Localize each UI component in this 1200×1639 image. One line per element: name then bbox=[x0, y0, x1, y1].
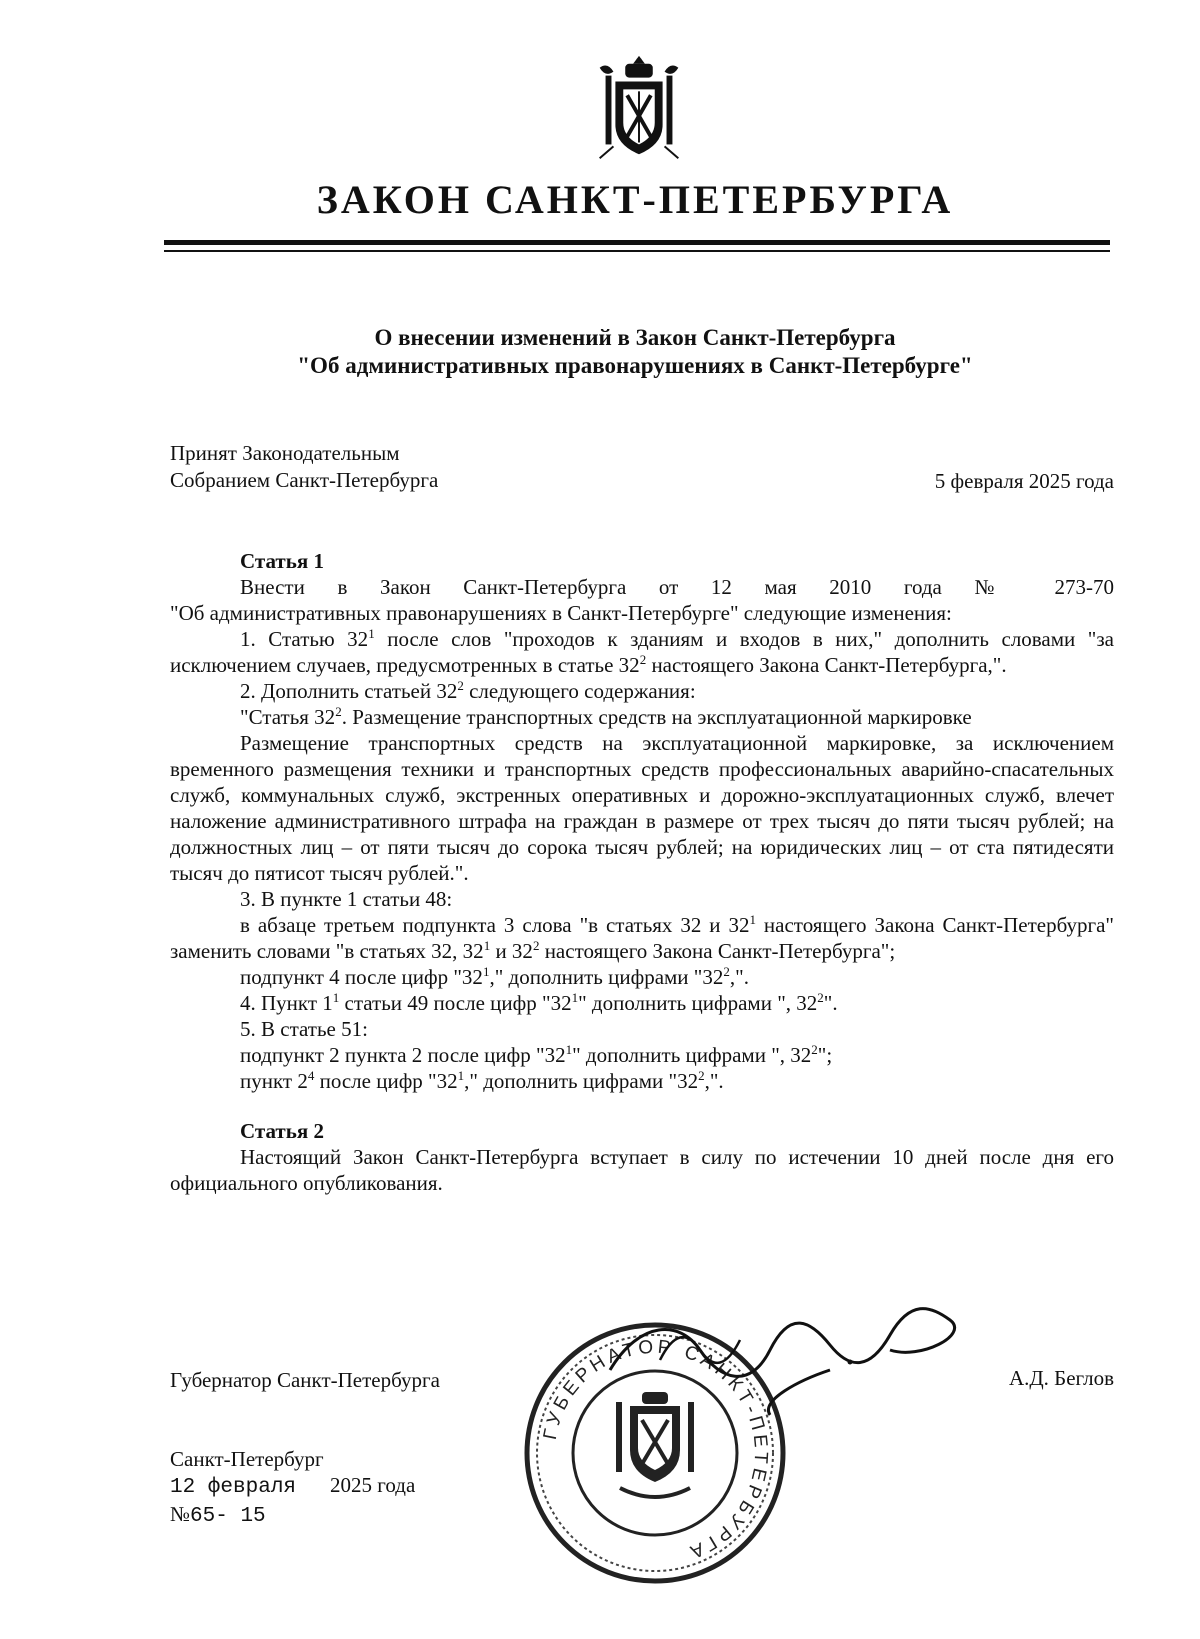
article-1-item-5-a: подпункт 2 пункта 2 после цифр "$32^1$" дополнить цифрами ", $32^2$"; bbox=[240, 1042, 833, 1067]
signing-city: Санкт-Петербург bbox=[170, 1447, 324, 1471]
title-rule-thick bbox=[164, 240, 1110, 245]
seal-text: ГУБЕРНАТОР САНКТ-ПЕТЕРБУРГА bbox=[539, 1336, 772, 1564]
article-1-item-3-b: подпункт 4 после цифр "$32^1$," дополнить цифрами "$32^2$,". bbox=[240, 964, 749, 989]
adopted-by bbox=[170, 440, 438, 495]
signing-date: 12 февраля 2025 года bbox=[170, 1473, 416, 1499]
subject-line-2: "Об административных правонарушениях в Санкт-Петербурге" bbox=[297, 352, 973, 378]
article-spacer bbox=[170, 1094, 1114, 1118]
article-2-text: Настоящий Закон Санкт-Петербурга вступает в силу по истечении 10 дней после дня его официального опубликования. bbox=[170, 1145, 1114, 1195]
article-1-item-2-text: Размещение транспортных средств на эксплуатационной маркировке, за исключением временного размещения техники и транспортных средств профессиональных аварийно-спасательных служб, коммунальных служб, экстренных оперативных и дорожно-эксплуатационных служб, влечет наложение административного штрафа на граждан в размере от трех тысяч до пяти тысяч рублей; на должностных лиц – от пяти тысяч до сорока тысяч рублей; на юридических лиц – от ста пятидесяти тысяч до пятисот тысяч рублей.". bbox=[170, 731, 1114, 885]
article-1-item-4: 4. Пункт $1^1$ статьи 49 после цифр "$32^1$" дополнить цифрами ", $32^2$". bbox=[240, 990, 838, 1015]
title-rule-thin bbox=[164, 250, 1110, 252]
governor-signature bbox=[600, 1300, 970, 1420]
article-1-heading: Статья 1 bbox=[240, 549, 324, 573]
subject-line-1: О внесении изменений в Закон Санкт-Петербурга bbox=[374, 325, 896, 350]
law-subject bbox=[160, 324, 1110, 379]
governor-title: Губернатор Санкт-Петербурга bbox=[170, 1368, 440, 1392]
article-1-item-3-a: в абзаце третьем подпункта 3 слова "в статьях 32 и $32^1$ настоящего Закона Санкт-Петербурга" заменить словами "в статьях 32, $32^1$ и $32^2$ настоящего Закона Санкт-Петербурга"; bbox=[170, 912, 1114, 963]
signing-place-date bbox=[170, 1446, 415, 1530]
article-1-item-1: 1. Статью $32^1$ после слов "проходов к зданиям и входов в них," дополнить словами "за исключением случаев, предусмотренных в статье $32^2$ настоящего Закона Санкт-Петербурга,". bbox=[170, 626, 1114, 677]
article-2-heading: Статья 2 bbox=[240, 1119, 324, 1143]
law-title: ЗАКОН САНКТ-ПЕТЕРБУРГА bbox=[316, 177, 954, 222]
adopted-line-2: Собранием Санкт-Петербурга bbox=[170, 468, 439, 493]
law-body bbox=[170, 548, 1114, 1196]
article-1-item-2-quote: "Статья $32^2$. Размещение транспортных средств на эксплуатационной маркировке bbox=[240, 704, 972, 729]
article-1-item-3: 3. В пункте 1 статьи 48: bbox=[240, 887, 453, 911]
article-1-intro-b: "Об административных правонарушениях в Санкт-Петербурге" следующие изменения: bbox=[170, 601, 952, 625]
article-1-item-2: 2. Дополнить статьей $32^2$ следующего содержания: bbox=[240, 678, 696, 703]
article-1-intro-a: Внести в Закон Санкт-Петербурга от 12 мая 2010 года № 273-70 bbox=[240, 575, 1114, 599]
governor-name: А.Д. Беглов bbox=[1008, 1366, 1114, 1390]
law-number: №65- 15 bbox=[170, 1502, 266, 1528]
adopted-date: 5 февраля 2025 года bbox=[934, 469, 1114, 493]
adopted-line-1: Принят Законодательным bbox=[170, 441, 400, 465]
article-1-item-5-b: пункт $2^4$ после цифр "$32^1$," дополнить цифрами "$32^2$,". bbox=[240, 1068, 724, 1093]
article-1-item-5: 5. В статье 51: bbox=[240, 1017, 368, 1041]
coat-of-arms-icon bbox=[580, 52, 698, 170]
